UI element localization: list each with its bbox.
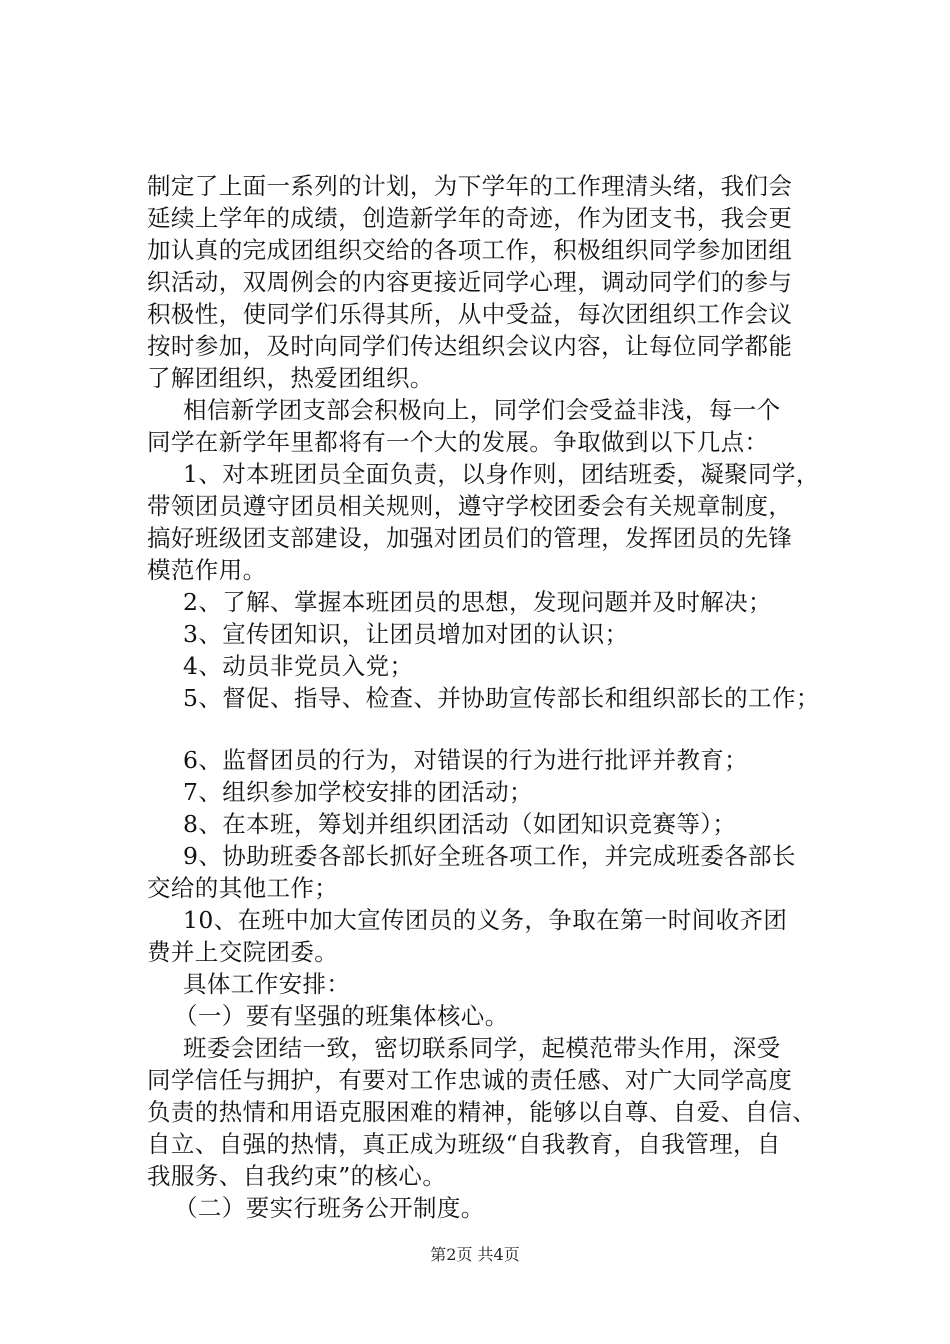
list-item-1: 1、对本班团员全面负责，以身作则，团结班委，凝聚同学， <box>183 460 820 488</box>
paragraph-line: 相信新学团支部会积极向上，同学们会受益非浅，每一个 <box>183 396 781 424</box>
paragraph-line: 按时参加，及时向同学们传达组织会议内容，让每位同学都能 <box>147 332 793 360</box>
list-item-1-cont: 模范作用。 <box>147 556 267 584</box>
list-item-10: 10、在班中加大宣传团员的义务，争取在第一时间收齐团 <box>183 906 788 934</box>
paragraph-line: 同学信任与拥护，有要对工作忠诚的责任感、对广大同学高度 <box>147 1066 793 1094</box>
document-body <box>147 170 847 1224</box>
list-item-4: 4、动员非党员入党； <box>183 652 414 680</box>
paragraph-line: 同学在新学年里都将有一个大的发展。争取做到以下几点： <box>147 428 769 456</box>
list-item-7: 7、组织参加学校安排的团活动； <box>183 778 533 806</box>
section-heading: 具体工作安排： <box>183 970 351 998</box>
paragraph-line: 我服务、自我约束”的核心。 <box>147 1162 447 1190</box>
subsection-heading-2: （二）要实行班务公开制度。 <box>174 1194 485 1222</box>
list-item-1-cont: 搞好班级团支部建设，加强对团员们的管理，发挥团员的先锋 <box>147 524 793 552</box>
list-item-6: 6、监督团员的行为，对错误的行为进行批评并教育； <box>183 746 749 774</box>
paragraph-line: 自立、自强的热情，真正成为班级“自我教育，自我管理，自 <box>147 1130 781 1158</box>
paragraph-line: 积极性，使同学们乐得其所，从中受益，每次团组织工作会议 <box>147 300 793 328</box>
paragraph-line: 制定了上面一系列的计划，为下学年的工作理清头绪，我们会 <box>147 172 793 200</box>
list-item-9-cont: 交给的其他工作； <box>147 874 339 902</box>
page-number-footer: 第2页 共4页 <box>430 1245 520 1264</box>
list-item-1-cont: 带领团员遵守团员相关规则，遵守学校团委会有关规章制度， <box>147 492 793 520</box>
blank-line <box>147 714 847 744</box>
paragraph-line: 班委会团结一致，密切联系同学，起模范带头作用，深受 <box>183 1034 781 1062</box>
paragraph-line: 负责的热情和用语克服困难的精神，能够以自尊、自爱、自信、 <box>147 1098 817 1126</box>
list-item-8: 8、在本班，筹划并组织团活动（如团知识竞赛等）； <box>183 810 737 838</box>
paragraph-line: 织活动，双周例会的内容更接近同学心理，调动同学们的参与 <box>147 268 793 296</box>
paragraph-line: 了解团组织，热爱团组织。 <box>147 364 434 392</box>
list-item-9: 9、协助班委各部长抓好全班各项工作，并完成班委各部长 <box>183 842 796 870</box>
list-item-2: 2、了解、掌握本班团员的思想，发现问题并及时解决； <box>183 588 772 616</box>
list-item-5: 5、督促、指导、检查、并协助宣传部长和组织部长的工作； <box>183 684 820 712</box>
paragraph-line: 加认真的完成团组织交给的各项工作，积极组织同学参加团组 <box>147 236 793 264</box>
list-item-10-cont: 费并上交院团委。 <box>147 938 339 966</box>
paragraph-line: 延续上学年的成绩，创造新学年的奇迹，作为团支书，我会更 <box>147 204 793 232</box>
list-item-3: 3、宣传团知识，让团员增加对团的认识； <box>183 620 629 648</box>
subsection-heading-1: （一）要有坚强的班集体核心。 <box>174 1002 509 1030</box>
